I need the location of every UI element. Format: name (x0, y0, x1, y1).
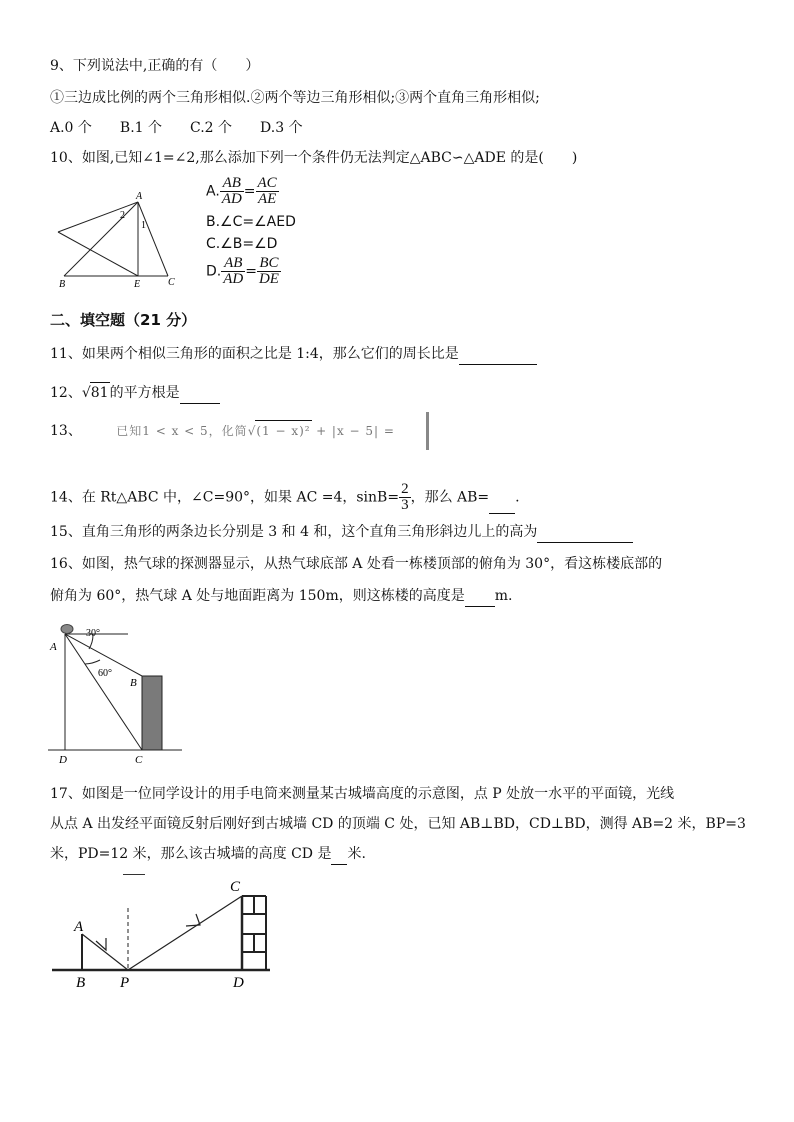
q16-label-D: D (59, 754, 67, 766)
q11: 11、如果两个相似三角形的面积之比是 1:4，那么它们的周长比是 (50, 344, 537, 365)
q16-line-1: 16、如图，热气球的探测器显示，从热气球底部 A 处看一栋楼顶部的俯角为 30°，看这栋楼底部的 (50, 556, 663, 572)
q16-figure (46, 620, 186, 770)
q13: 13、 已知1 < x < 5，化简√(1 − x)² + |x − 5| = (50, 420, 395, 441)
q16-building (142, 676, 162, 750)
q17-figure (46, 874, 286, 994)
q10-figure (50, 188, 190, 290)
q16-line-AC (65, 634, 142, 750)
q10-option-b: B.∠C=∠AED (206, 214, 296, 230)
q9-stem: 9、下列说法中,正确的有（ ） (50, 58, 260, 74)
q10-line-AD (58, 202, 138, 232)
q10-line-AC (138, 202, 168, 276)
q17-label-C: C (230, 879, 241, 895)
q12-answer-blank[interactable] (180, 383, 220, 404)
q17-label-A: A (74, 919, 84, 935)
q17-line-3: 米，PD=12 米，那么该古城墙的高度 CD 是 米. (50, 844, 366, 865)
q10-label-E: E (134, 279, 141, 290)
q17-line-2: 从点 A 出发经平面镜反射后刚好到古城墙 CD 的顶端 C 处，已知 AB⊥BD，CD⊥BD，测得 AB=2 米，BP=3 (50, 816, 746, 832)
q16-balloon-icon (61, 625, 73, 634)
q17-label-B: B (76, 975, 86, 991)
q11-answer-blank[interactable] (459, 344, 537, 365)
q16-arc-60 (85, 660, 100, 664)
q16-label-A: A (50, 641, 57, 653)
q10-line-AB (64, 202, 138, 276)
q12: 12、√81的平方根是 (50, 382, 220, 404)
q10-label-C: C (168, 277, 175, 288)
q10-label-2: 2 (120, 210, 125, 221)
q16-line-2: 俯角为 60°，热气球 A 处与地面距离为 150m，则这栋楼的高度是 m. (50, 586, 512, 607)
q10-option-d: D. $\frac{AB}{AD}$ = $\frac{BC}{DE}$ (206, 255, 279, 287)
q10-stem: 10、如图,已知∠1=∠2,那么添加下列一个条件仍无法判定△ABC∽△ADE 的是( ) (50, 150, 578, 166)
q16-answer-blank[interactable] (465, 586, 495, 607)
q17-ray-AP (82, 934, 128, 970)
q15: 15、直角三角形的两条边长分别是 3 和 4 和，这个直角三角形斜边儿上的高为 (50, 522, 633, 543)
q15-answer-blank[interactable] (537, 522, 633, 543)
q17-ray-PC (128, 896, 242, 970)
q10-label-B: B (59, 279, 66, 290)
q17-label-P: P (120, 975, 130, 991)
q14: 14、在 Rt△ABC 中，∠C=90°，如果 AC =4，sinB= $\frac{2}{3}$ ，那么 AB= . (50, 481, 520, 513)
q9-statements: ①三边成比例的两个三角形相似.②两个等边三角形相似;③两个直角三角形相似; (50, 90, 540, 106)
q17-answer-blank[interactable] (331, 844, 347, 865)
q17-label-D: D (233, 975, 244, 991)
q16-angle-60: 60° (98, 668, 112, 679)
q16-angle-30: 30° (86, 628, 100, 639)
q16-label-B: B (130, 677, 137, 689)
q10-label-A: A (136, 191, 143, 202)
q10-option-c: C.∠B=∠D (206, 236, 278, 252)
sqrt-symbol: √ (81, 385, 91, 401)
q9-options: A.0 个 B.1 个 C.2 个 D.3 个 (50, 120, 303, 136)
q13-border-mark (426, 412, 429, 450)
q10-label-1: 1 (141, 220, 146, 231)
q10-option-a: A. $\frac{AB}{AD}$ = $\frac{AC}{AE}$ (206, 175, 277, 207)
q14-answer-blank[interactable] (489, 483, 515, 514)
q16-label-C: C (135, 754, 143, 766)
section-2-title: 二、填空题（21 分） (50, 311, 197, 329)
q17-line-1: 17、如图是一位同学设计的用手电筒来测量某古城墙高度的示意图，点 P 处放一水平的平面镜，光线 (50, 786, 675, 802)
